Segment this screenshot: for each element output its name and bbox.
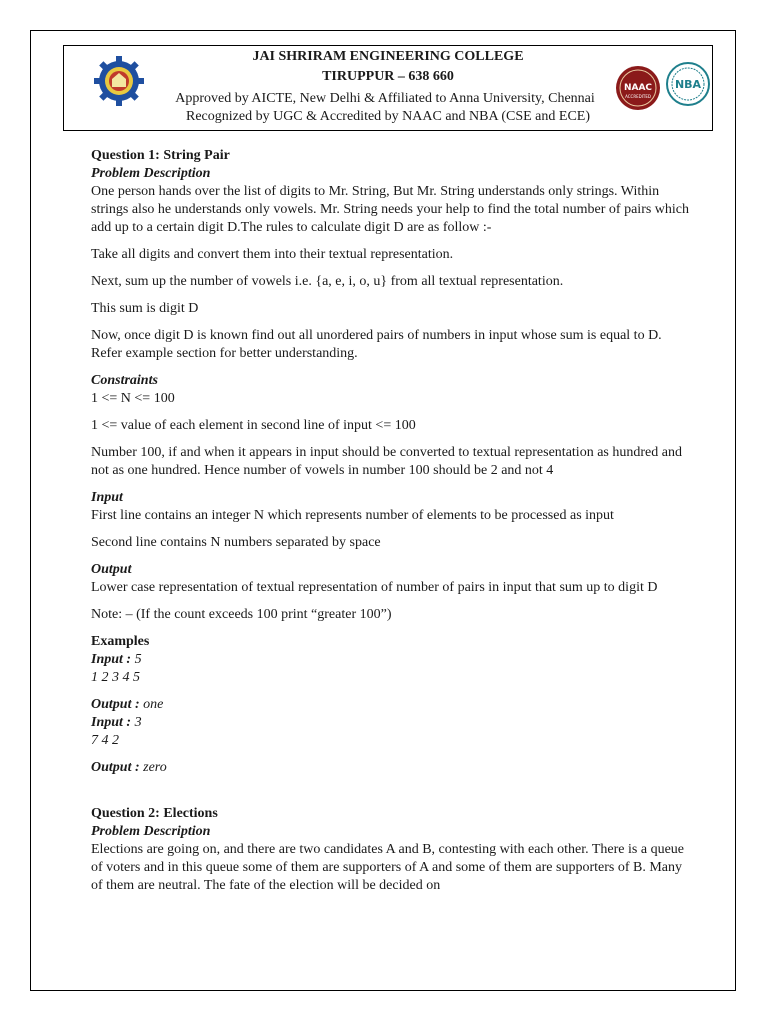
college-city: TIRUPPUR – 638 660 [322, 69, 454, 84]
q2-title: Question 2: Elections [91, 806, 218, 821]
q1-output-1: Lower case representation of textual representation of number of pairs in input that sum up to digit D [91, 580, 658, 595]
example-output-value: zero [143, 760, 167, 775]
example-input-label: Input : [91, 715, 132, 730]
q1-constraint-1: 1 <= N <= 100 [91, 391, 175, 406]
q1-input-1: First line contains an integer N which represents number of elements to be processed as input [91, 508, 614, 523]
q1-title: Question 1: String Pair [91, 148, 230, 163]
q1-input-2: Second line contains N numbers separated by space [91, 535, 381, 550]
q1-desc-3: Next, sum up the number of vowels i.e. {a, e, i, o, u} from all textual representation. [91, 274, 564, 289]
q1-output-heading: Output [91, 562, 132, 577]
nba-logo-text: NBA [674, 78, 702, 91]
nba-logo-icon [666, 62, 710, 106]
example-input-label: Input : [91, 652, 132, 667]
q1-constraints-heading: Constraints [91, 373, 158, 388]
q1-desc-5: Now, once digit D is known find out all unordered pairs of numbers in input whose sum is equal to D. Refer example section for better understanding. [91, 328, 662, 361]
q1-example-1-input [91, 651, 691, 669]
example-output-value: one [143, 697, 164, 712]
college-name: JAI SHRIRAM ENGINEERING COLLEGE [252, 49, 524, 64]
q1-example-2-list: 7 4 2 [91, 733, 119, 748]
naac-seal-text: NAAC [623, 83, 653, 93]
example-input-n: 3 [134, 715, 142, 730]
college-recognition: Recognized by UGC & Accredited by NAAC and NBA (CSE and ECE) [186, 109, 590, 124]
q1-desc-1: One person hands over the list of digits to Mr. String, But Mr. String understands only strings. Within strings also he understands only vowels. Mr. String needs your help to find the total number of pairs which add up to a certain digit D.The rules to calculate digit D are as follow :- [91, 184, 690, 235]
q1-example-1-output [91, 696, 691, 714]
q1-desc-4: This sum is digit D [91, 301, 199, 316]
example-output-label: Output : [91, 760, 140, 775]
q1-desc-2: Take all digits and convert them into their textual representation. [91, 247, 454, 262]
naac-seal-icon [614, 64, 662, 112]
q1-constraint-2: 1 <= value of each element in second line of input <= 100 [91, 418, 416, 433]
document-body [91, 147, 691, 895]
q2-desc-1: Elections are going on, and there are two candidates A and B, contesting with each other. There is a queue of voters and in this queue some of them are supporters of A and some of them are supporters of B. Many of them are neutral. The fate of the election will be decided on [91, 842, 684, 893]
q1-constraint-3: Number 100, if and when it appears in input should be converted to textual representation as hundred and not as one hundred. Hence number of vowels in number 100 should be 2 and not 4 [91, 445, 682, 478]
q1-example-1-list: 1 2 3 4 5 [91, 670, 140, 685]
q1-example-2-input [91, 714, 691, 732]
q1-examples-heading: Examples [91, 634, 150, 649]
q1-example-2-output [91, 759, 691, 777]
q1-input-heading: Input [91, 490, 123, 505]
q2-problem-heading: Problem Description [91, 824, 211, 839]
college-approval: Approved by AICTE, New Delhi & Affiliated to Anna University, Chennai [175, 91, 595, 106]
naac-seal-subtext: ACCREDITED [625, 94, 651, 99]
example-output-label: Output : [91, 697, 140, 712]
q1-problem-heading: Problem Description [91, 166, 211, 181]
college-header [63, 45, 713, 131]
q1-note: Note: – (If the count exceeds 100 print “greater 100”) [91, 607, 392, 622]
example-input-n: 5 [134, 652, 142, 667]
